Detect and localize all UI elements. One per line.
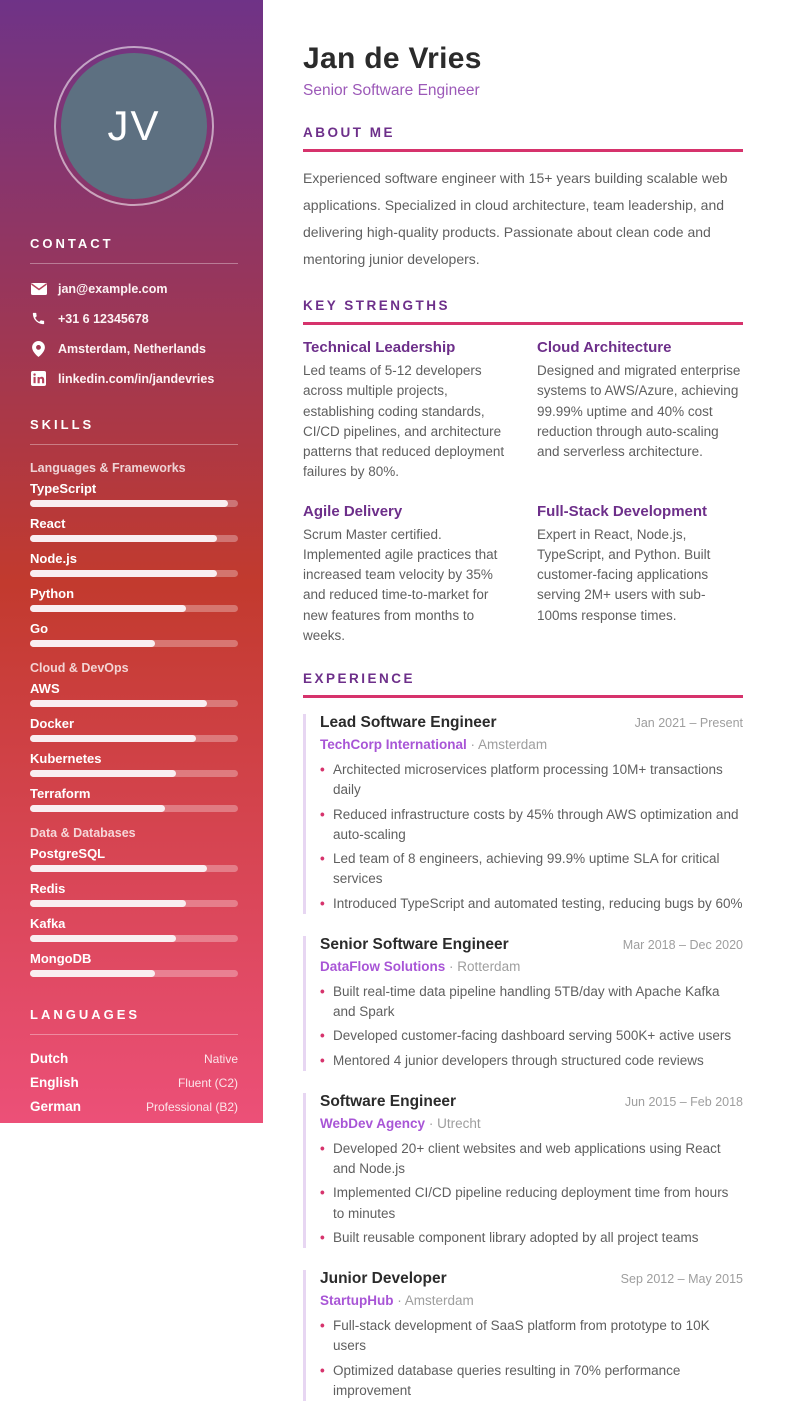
job-bullet: • Reduced infrastructure costs by 45% through AWS optimization and auto-scaling <box>320 805 743 846</box>
skill-name: React <box>30 516 238 531</box>
job-bullets <box>320 982 743 1071</box>
skill-kubernetes <box>30 751 238 777</box>
job-location: Amsterdam <box>478 737 547 752</box>
skill-bar-fill <box>30 640 155 647</box>
strength-title: Cloud Architecture <box>537 339 743 356</box>
skill-terraform <box>30 786 238 812</box>
job-dates: Mar 2018 – Dec 2020 <box>623 938 743 952</box>
job-bullet: • Introduced TypeScript and automated testing, reducing bugs by 60% <box>320 894 743 914</box>
location-icon <box>30 340 47 357</box>
language-name: Dutch <box>30 1051 68 1066</box>
job-bullet: • Developed customer-facing dashboard serving 500K+ active users <box>320 1026 743 1046</box>
skill-bar <box>30 805 238 812</box>
person-title: Senior Software Engineer <box>303 82 743 100</box>
job-lead-software-engineer <box>303 714 743 914</box>
language-level: Professional (B2) <box>146 1100 238 1114</box>
job-senior-software-engineer <box>303 936 743 1071</box>
person-name: Jan de Vries <box>303 42 743 76</box>
avatar-ring <box>54 46 214 206</box>
skill-name: Redis <box>30 881 238 896</box>
job-company-line <box>320 1116 743 1131</box>
skill-bar <box>30 640 238 647</box>
skill-bar <box>30 570 238 577</box>
job-company-line <box>320 737 743 752</box>
skill-aws <box>30 681 238 707</box>
job-title: Junior Developer <box>320 1270 447 1288</box>
skill-bar-fill <box>30 700 207 707</box>
skill-bar <box>30 605 238 612</box>
job-company-line <box>320 1293 743 1308</box>
job-company-line <box>320 959 743 974</box>
job-location: Utrecht <box>437 1116 481 1131</box>
strength-title: Full-Stack Development <box>537 503 743 520</box>
certification-name: AWS Solutions Architect Professional <box>30 1188 238 1222</box>
job-dates: Sep 2012 – May 2015 <box>621 1272 743 1286</box>
skill-nodejs <box>30 551 238 577</box>
job-bullet: • Full-stack development of SaaS platform from prototype to 10K users <box>320 1316 743 1357</box>
skill-bar-fill <box>30 805 165 812</box>
skill-group-label: Languages & Frameworks <box>30 461 238 475</box>
job-bullet: • Built real-time data pipeline handling 5TB/day with Apache Kafka and Spark <box>320 982 743 1023</box>
language-row-german <box>30 1099 238 1114</box>
job-bullet: • Developed 20+ client websites and web applications using React and Node.js <box>320 1139 743 1180</box>
certification-name: Certified Kubernetes Administrator <box>30 1252 238 1286</box>
certifications-heading: CERTIFICATIONS <box>30 1144 238 1172</box>
about-section-heading: ABOUT ME <box>303 125 743 152</box>
skill-redis <box>30 881 238 907</box>
skill-bar <box>30 770 238 777</box>
avatar <box>61 53 207 199</box>
job-bullet: • Led team of 8 engineers, achieving 99.9% uptime SLA for critical services <box>320 849 743 890</box>
strength-agile-delivery <box>303 503 509 647</box>
contact-item-location <box>30 340 238 357</box>
certification-item <box>30 1316 238 1333</box>
job-separator: · <box>471 737 476 752</box>
strength-text: Led teams of 5-12 developers across multiple projects, establishing coding standards, CI/CD pipelines, and architecture patterns that reduced deployment failures by 80%. <box>303 361 509 483</box>
skill-mongodb <box>30 951 238 977</box>
skill-name: Python <box>30 586 238 601</box>
skill-bar <box>30 735 238 742</box>
certifications-section <box>30 1144 238 1332</box>
experience-section-heading: EXPERIENCE <box>303 671 743 698</box>
language-level: Fluent (C2) <box>178 1076 238 1090</box>
job-bullet: • Implemented CI/CD pipeline reducing deployment time from hours to minutes <box>320 1183 743 1224</box>
language-name: German <box>30 1099 81 1114</box>
contact-linkedin-text: linkedin.com/in/jandevries <box>58 372 214 386</box>
skill-bar <box>30 500 238 507</box>
job-separator: · <box>449 959 454 974</box>
skill-name: Kafka <box>30 916 238 931</box>
strengths-grid <box>303 339 743 646</box>
linkedin-icon <box>30 370 47 387</box>
skill-name: Go <box>30 621 238 636</box>
job-software-engineer <box>303 1093 743 1248</box>
contact-item-phone[interactable] <box>30 310 238 327</box>
skill-name: Kubernetes <box>30 751 238 766</box>
skill-python <box>30 586 238 612</box>
skill-name: PostgreSQL <box>30 846 238 861</box>
skill-kafka <box>30 916 238 942</box>
certification-item <box>30 1252 238 1301</box>
strength-title: Technical Leadership <box>303 339 509 356</box>
job-header <box>320 1270 743 1288</box>
skill-go <box>30 621 238 647</box>
email-icon <box>30 280 47 297</box>
skill-name: Terraform <box>30 786 238 801</box>
strength-fullstack-development <box>537 503 743 647</box>
job-bullet: • Mentored 4 junior developers through structured code reviews <box>320 1051 743 1071</box>
skill-bar-fill <box>30 735 196 742</box>
strength-title: Agile Delivery <box>303 503 509 520</box>
skill-bar-fill <box>30 970 155 977</box>
job-title: Software Engineer <box>320 1093 456 1111</box>
job-junior-developer <box>303 1270 743 1401</box>
skill-name: TypeScript <box>30 481 238 496</box>
languages-section <box>30 1007 238 1114</box>
job-bullets <box>320 760 743 914</box>
skill-bar <box>30 700 238 707</box>
skill-bar <box>30 535 238 542</box>
language-row-english <box>30 1075 238 1090</box>
certification-meta: CNCF · 2022 <box>30 1289 238 1301</box>
skill-bar-fill <box>30 935 176 942</box>
about-text: Experienced software engineer with 15+ years building scalable web applications. Specialized in cloud architecture, team leadership, and delivering high-quality products. Passionate about clean code and mentoring junior developers. <box>303 165 743 273</box>
skill-group-label: Cloud & DevOps <box>30 661 238 675</box>
contact-email-text: jan@example.com <box>58 282 167 296</box>
skill-group-label: Data & Databases <box>30 826 238 840</box>
job-company: StartupHub <box>320 1293 394 1308</box>
avatar-initials: JV <box>107 102 160 150</box>
job-bullets <box>320 1316 743 1401</box>
job-dates: Jan 2021 – Present <box>635 716 743 730</box>
job-company: WebDev Agency <box>320 1116 425 1131</box>
skill-typescript <box>30 481 238 507</box>
skill-name: AWS <box>30 681 238 696</box>
skills-section <box>30 417 238 977</box>
strength-technical-leadership <box>303 339 509 483</box>
job-separator: · <box>397 1293 402 1308</box>
skill-name: MongoDB <box>30 951 238 966</box>
language-level: Native <box>204 1052 238 1066</box>
contact-item-linkedin[interactable] <box>30 370 238 387</box>
skill-bar-fill <box>30 770 176 777</box>
job-bullets <box>320 1139 743 1248</box>
strengths-section-heading: KEY STRENGTHS <box>303 298 743 325</box>
skill-bar <box>30 970 238 977</box>
contact-section <box>30 236 238 387</box>
certification-name: Professional Scrum Master I <box>30 1316 238 1333</box>
skill-name: Docker <box>30 716 238 731</box>
job-location: Amsterdam <box>405 1293 474 1308</box>
skill-bar-fill <box>30 500 228 507</box>
languages-heading: LANGUAGES <box>30 1007 238 1035</box>
strength-text: Expert in React, Node.js, TypeScript, and Python. Built customer-facing applications serving 2M+ users with sub-100ms response times. <box>537 525 743 626</box>
skill-bar-fill <box>30 570 217 577</box>
certification-item <box>30 1188 238 1237</box>
certification-meta: Amazon · 2023 <box>30 1225 238 1237</box>
job-separator: · <box>429 1116 434 1131</box>
skill-docker <box>30 716 238 742</box>
skill-react <box>30 516 238 542</box>
skill-bar <box>30 865 238 872</box>
skill-bar-fill <box>30 900 186 907</box>
skill-bar <box>30 900 238 907</box>
skills-heading: SKILLS <box>30 417 238 445</box>
skill-bar-fill <box>30 605 186 612</box>
job-dates: Jun 2015 – Feb 2018 <box>625 1095 743 1109</box>
contact-location-text: Amsterdam, Netherlands <box>58 342 206 356</box>
job-header <box>320 1093 743 1111</box>
job-bullet: • Architected microservices platform processing 10M+ transactions daily <box>320 760 743 801</box>
skill-name: Node.js <box>30 551 238 566</box>
job-company: TechCorp International <box>320 737 467 752</box>
main-content <box>263 0 794 1123</box>
contact-item-email[interactable] <box>30 280 238 297</box>
strength-text: Designed and migrated enterprise systems to AWS/Azure, achieving 99.99% uptime and 40% cost reduction through auto-scaling and serverless architecture. <box>537 361 743 462</box>
language-row-dutch <box>30 1051 238 1066</box>
skill-bar-fill <box>30 535 217 542</box>
phone-icon <box>30 310 47 327</box>
job-header <box>320 714 743 732</box>
job-title: Senior Software Engineer <box>320 936 509 954</box>
job-bullet: • Optimized database queries resulting in 70% performance improvement <box>320 1361 743 1401</box>
strength-text: Scrum Master certified. Implemented agile practices that increased team velocity by 35% and reduced time-to-market for new features from months to weeks. <box>303 525 509 647</box>
skill-bar <box>30 935 238 942</box>
language-name: English <box>30 1075 79 1090</box>
job-bullet: • Built reusable component library adopted by all project teams <box>320 1228 743 1248</box>
skill-bar-fill <box>30 865 207 872</box>
experience-list <box>303 714 743 1401</box>
job-header <box>320 936 743 954</box>
job-title: Lead Software Engineer <box>320 714 497 732</box>
contact-heading: CONTACT <box>30 236 238 264</box>
sidebar <box>0 0 263 1123</box>
job-location: Rotterdam <box>457 959 520 974</box>
skill-postgresql <box>30 846 238 872</box>
strength-cloud-architecture <box>537 339 743 483</box>
job-company: DataFlow Solutions <box>320 959 445 974</box>
contact-phone-text: +31 6 12345678 <box>58 312 149 326</box>
